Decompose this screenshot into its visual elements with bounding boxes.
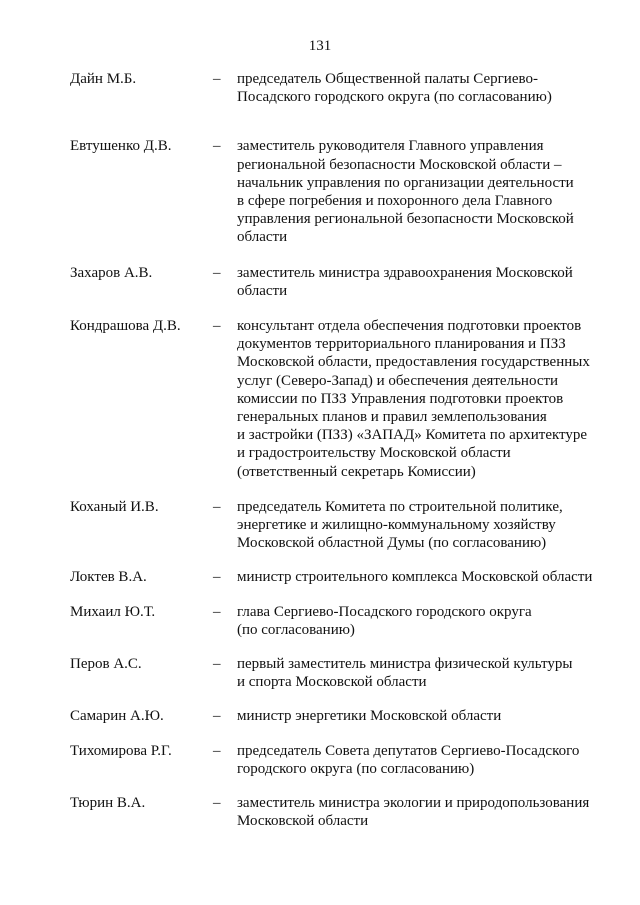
member-role-line: городского округа (по согласованию) [237, 760, 475, 777]
member-role-line: глава Сергиево-Посадского городского округа [237, 603, 532, 620]
member-role-line: услуг (Северо-Запад) и обеспечения деятельности [237, 372, 559, 389]
member-role-line: и спорта Московской области [237, 674, 427, 691]
member-role-line: начальник управления по организации деятельности [237, 174, 574, 191]
member-role-line: заместитель министра экологии и природопользования [237, 795, 590, 812]
member-role [237, 707, 609, 725]
member-role-line: региональной безопасности Московской области – [237, 156, 562, 173]
dash-separator: – [213, 742, 221, 759]
member-role-line: генеральных планов и правил землепользования [237, 409, 547, 426]
member-role-line: председатель Общественной палаты Сергиево- [237, 71, 538, 87]
member-role-line: в сфере погребения и похоронного дела Главного [237, 193, 553, 210]
member-name: Михаил Ю.Т. [70, 603, 156, 620]
member-role-line: Московской областной Думы (по согласованию) [237, 535, 547, 552]
dash-separator: – [213, 656, 221, 673]
member-entry [0, 742, 640, 778]
member-role-line: области [237, 282, 288, 299]
member-role-line: первый заместитель министра физической культуры [237, 656, 573, 673]
member-entry [0, 137, 640, 246]
member-role-line: документов территориального планирования и ПЗЗ [237, 336, 566, 353]
dash-separator: – [213, 318, 221, 335]
member-entry [0, 498, 640, 553]
member-role-line: заместитель министра здравоохранения Московской [237, 264, 573, 281]
member-role-line: министр строительного комплекса Московской области [237, 569, 593, 586]
member-name: Кондрашова Д.В. [70, 318, 181, 335]
member-entry [0, 707, 640, 725]
member-name: Коханый И.В. [70, 498, 159, 515]
member-role-line: Посадского городского округа (по согласованию) [237, 89, 552, 106]
member-entry [0, 70, 640, 106]
member-role [237, 70, 609, 106]
member-role-line: энергетике и жилищно-коммунальному хозяйству [237, 517, 556, 534]
page-number: 131 [308, 38, 332, 54]
member-role [237, 568, 609, 586]
member-role-line: и застройки (ПЗЗ) «ЗАПАД» Комитета по архитектуре [237, 427, 588, 444]
member-name: Дайн М.Б. [70, 71, 137, 87]
member-role [237, 264, 609, 300]
member-role-line: области [237, 229, 288, 246]
member-role [237, 603, 609, 639]
dash-separator: – [213, 498, 221, 515]
member-entry [0, 794, 640, 830]
member-role [237, 317, 609, 481]
dash-separator: – [213, 795, 221, 812]
dash-separator: – [213, 708, 221, 725]
member-name: Тихомирова Р.Г. [70, 742, 172, 759]
member-role-line: председатель Комитета по строительной политике, [237, 498, 563, 515]
member-entry [0, 603, 640, 639]
member-name: Локтев В.А. [70, 569, 147, 586]
member-name: Тюрин В.А. [70, 795, 146, 812]
member-role-line: управления региональной безопасности Московской [237, 211, 574, 228]
member-role [237, 742, 609, 778]
member-name: Самарин А.Ю. [70, 708, 164, 725]
member-role-line: Московской области [237, 813, 369, 830]
member-role [237, 655, 609, 691]
dash-separator: – [213, 603, 221, 620]
dash-separator: – [213, 138, 221, 155]
dash-separator: – [213, 569, 221, 586]
member-role-line: комиссии по ПЗЗ Управления подготовки проектов [237, 390, 564, 407]
member-role [237, 794, 609, 830]
member-role-line: министр энергетики Московской области [237, 708, 502, 725]
member-name: Захаров А.В. [70, 264, 153, 281]
member-role-line: председатель Совета депутатов Сергиево-Посадского [237, 742, 580, 759]
member-role-line: консультант отдела обеспечения подготовки проектов [237, 318, 582, 335]
dash-separator: – [213, 264, 221, 281]
dash-separator: – [213, 71, 221, 87]
member-entry [0, 264, 640, 300]
member-role [237, 137, 609, 246]
member-role-line: и градостроительству Московской области [237, 445, 511, 462]
member-entry [0, 317, 640, 481]
member-role [237, 498, 609, 553]
member-list [0, 70, 640, 831]
member-role-line: (по согласованию) [237, 621, 355, 638]
member-role-line: заместитель руководителя Главного управления [237, 138, 544, 155]
member-role-line: (ответственный секретарь Комиссии) [237, 463, 476, 480]
member-entry [0, 655, 640, 691]
member-entry [0, 568, 640, 586]
member-role-line: Московской области, предоставления государственных [237, 354, 590, 371]
member-name: Перов А.С. [70, 656, 142, 673]
member-name: Евтушенко Д.В. [70, 138, 172, 155]
